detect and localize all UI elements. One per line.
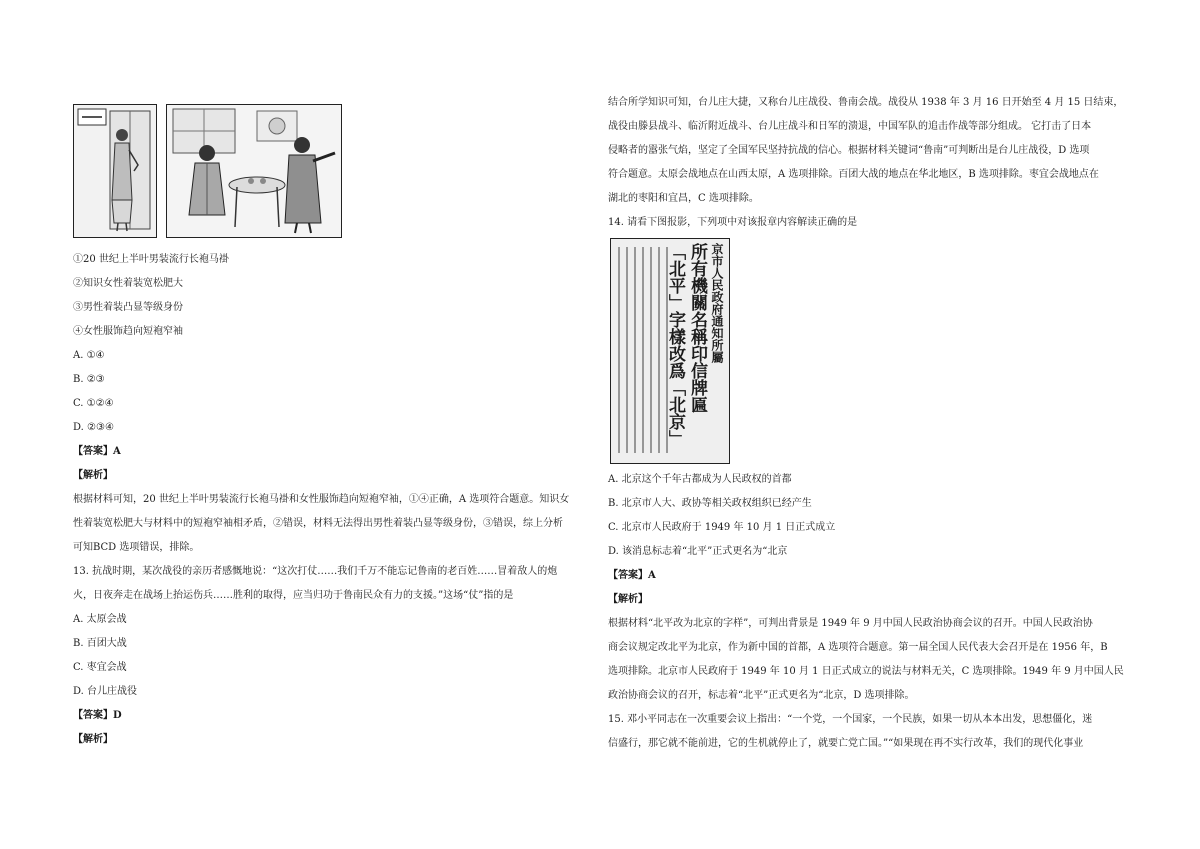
- q12-analysis-line: 可知BCD 选项错误，排除。: [73, 542, 200, 553]
- q13-analysis-label: 【解析】: [73, 734, 113, 745]
- men-sketch-icon: [167, 105, 341, 237]
- q15-stem-line: 15. 邓小平同志在一次重要会议上指出：“一个党，一个国家，一个民族，如果一切从本本出发，思想僵化，迷: [608, 714, 1093, 725]
- q14-choice-a: A. 北京这个千年古都成为人民政权的首都: [608, 474, 792, 485]
- q12-option-4: ④女性服饰趋向短袍窄袖: [73, 326, 183, 337]
- headline-line-3: 「北平」字樣改爲「北京」: [665, 243, 685, 447]
- q12-option-1: ①20 世纪上半叶男装流行长袍马褂: [73, 254, 229, 265]
- q13-analysis-line: 湖北的枣阳和宜昌，C 选项排除。: [608, 193, 759, 204]
- q13-choice-b: B. 百团大战: [73, 638, 127, 649]
- q12-option-2: ②知识女性着装宽松肥大: [73, 278, 183, 289]
- q13-analysis-line: 结合所学知识可知，台儿庄大捷，又称台儿庄战役、鲁南会战。战役从 1938 年 3 月 16 日开始至 4 月 15 日结束，: [608, 97, 1124, 108]
- newspaper-headline: [665, 243, 725, 459]
- headline-line-1: 京市人民政府通知所屬: [710, 243, 724, 363]
- q12-choice-a: A. ①④: [73, 350, 105, 361]
- q14-choice-d: D. 该消息标志着“北平”正式更名为“北京: [608, 546, 788, 557]
- q12-option-3: ③男性着装凸显等级身份: [73, 302, 183, 313]
- q14-analysis-line: 商会议规定改北平为北京，作为新中国的首都，A 选项符合题意。第一届全国人民代表大会召开是在 1956 年，B: [608, 642, 1108, 653]
- q13-stem-line: 13. 抗战时期，某次战役的亲历者感慨地说：“这次打仗……我们千万不能忘记鲁南的老百姓……冒着敌人的炮: [73, 566, 558, 577]
- q13-stem-line: 火，日夜奔走在战场上抬运伤兵……胜利的取得，应当归功于鲁南民众有力的支援。”这场“仗”指的是: [73, 590, 514, 601]
- illustration-men-in-long-gowns: [166, 104, 342, 238]
- q13-choice-a: A. 太原会战: [73, 614, 127, 625]
- q14-analysis-label: 【解析】: [608, 594, 648, 605]
- headline-line-2: 所有機關名稱印信牌匾: [687, 243, 707, 413]
- q13-analysis-line: 侵略者的嚣张气焰，坚定了全国军民坚持抗战的信心。根据材料关键词“鲁南”可判断出是台儿庄战役，D 选项: [608, 145, 1090, 156]
- q14-choice-b: B. 北京市人大、政协等相关政权组织已经产生: [608, 498, 812, 509]
- q14-analysis-line: 根据材料“北平改为北京的字样”，可判出背景是 1949 年 9 月中国人民政治协商会议的召开。中国人民政治协: [608, 618, 1093, 629]
- q13-analysis-line: 符合题意。太原会战地点在山西太原，A 选项排除。百团大战的地点在华北地区，B 选项排除。枣宜会战地点在: [608, 169, 1099, 180]
- q13-choice-d: D. 台儿庄战役: [73, 686, 138, 697]
- q14-analysis-line: 政治协商会议的召开，标志着“北平”正式更名为“北京，D 选项排除。: [608, 690, 915, 701]
- woman-sketch-icon: [74, 105, 156, 237]
- q15-stem-line: 信盛行，那它就不能前进，它的生机就停止了，就要亡党亡国。”“如果现在再不实行改革，我们的现代化事业: [608, 738, 1084, 749]
- q12-analysis-line: 性着装宽松肥大与材料中的短袍窄袖相矛盾，②错误，材料无法得出男性着装凸显等级身份，③错误，综上分析: [73, 518, 563, 529]
- q12-choice-c: C. ①②④: [73, 398, 114, 409]
- q12-analysis-line: 根据材料可知，20 世纪上半叶男装流行长袍马褂和女性服饰趋向短袍窄袖，①④正确，A 选项符合题意。知识女: [73, 494, 570, 505]
- q13-answer: 【答案】D: [73, 710, 122, 721]
- illustration-woman-in-qipao: [73, 104, 157, 238]
- q13-choice-c: C. 枣宜会战: [73, 662, 127, 673]
- q14-answer: 【答案】A: [608, 570, 656, 581]
- q14-analysis-line: 选项排除。北京市人民政府于 1949 年 10 月 1 日正式成立的说法与材料无关，C 选项排除。1949 年 9 月中国人民: [608, 666, 1124, 677]
- q12-answer: 【答案】A: [73, 446, 121, 457]
- q13-analysis-line: 战役由滕县战斗、临沂附近战斗、台儿庄战斗和日军的溃退，中国军队的追击作战等部分组成。 它打击了日本: [608, 121, 1092, 132]
- q14-choice-c: C. 北京市人民政府于 1949 年 10 月 1 日正式成立: [608, 522, 836, 533]
- q12-choice-d: D. ②③④: [73, 422, 114, 433]
- q14-stem: 14. 请看下图报影，下列项中对该报章内容解读正确的是: [608, 217, 858, 228]
- q12-analysis-label: 【解析】: [73, 470, 113, 481]
- newspaper-clipping: [610, 238, 730, 464]
- q12-choice-b: B. ②③: [73, 374, 105, 385]
